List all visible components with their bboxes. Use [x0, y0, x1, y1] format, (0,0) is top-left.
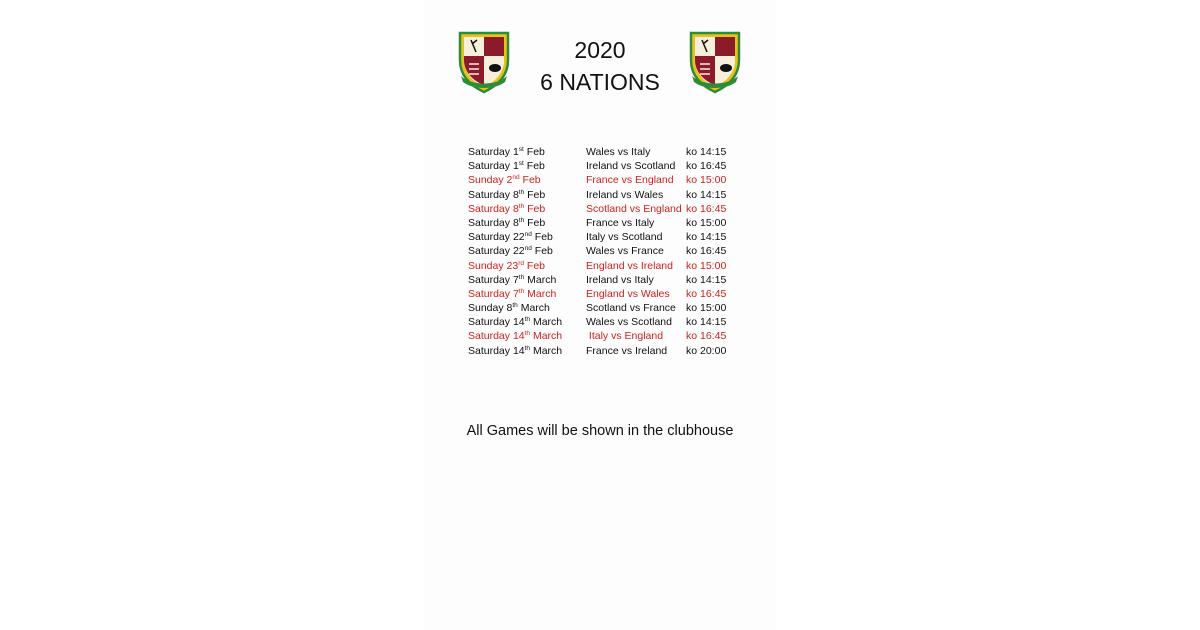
fixture-match: England vs Ireland	[586, 259, 673, 272]
fixture-date	[468, 329, 562, 343]
fixture-match: Scotland vs France	[586, 302, 676, 315]
fixture-date	[468, 287, 556, 301]
fixture-day: Sunday 23	[468, 259, 519, 272]
fixture-kickoff: ko 14:15	[686, 188, 727, 201]
fixture-date	[468, 273, 556, 287]
fixture-day: Saturday 1	[468, 160, 519, 173]
fixture-match: France vs England	[586, 174, 674, 187]
fixture-match: Ireland vs Italy	[586, 273, 654, 286]
fixture-row	[468, 259, 758, 273]
fixture-match: Italy vs England	[586, 330, 664, 343]
fixture-kickoff: ko 14:15	[686, 146, 727, 158]
fixture-match: Ireland vs Scotland	[586, 160, 676, 173]
fixture-month: March	[524, 287, 557, 300]
fixture-day: Saturday 1	[468, 146, 519, 158]
fixture-ordinal: th	[518, 287, 525, 295]
fixture-month: Feb	[531, 245, 553, 258]
fixture-ordinal: rd	[518, 259, 524, 267]
fixture-match: Italy vs Scotland	[586, 231, 663, 244]
fixture-date	[468, 259, 545, 273]
fixture-ordinal: th	[518, 216, 525, 224]
fixture-kickoff: ko 15:00	[686, 216, 727, 229]
fixture-row	[468, 188, 758, 202]
fixture-day: Sunday 8	[468, 302, 513, 315]
fixture-ordinal: nd	[524, 245, 532, 253]
fixture-ordinal: th	[524, 344, 531, 352]
fixture-kickoff: ko 16:45	[686, 202, 727, 215]
fixture-row	[468, 145, 758, 159]
fixture-row	[468, 230, 758, 244]
fixture-month: March	[530, 344, 563, 357]
fixture-date	[468, 145, 545, 159]
fixture-row	[468, 159, 758, 173]
fixture-month: March	[524, 273, 557, 286]
fixture-match: England vs Wales	[586, 287, 670, 300]
fixture-row	[468, 173, 758, 187]
fixture-kickoff: ko 16:45	[686, 330, 727, 343]
fixture-date	[468, 202, 545, 216]
fixture-match: Wales vs Scotland	[586, 316, 672, 329]
fixture-kickoff: ko 14:15	[686, 231, 727, 244]
fixture-ordinal: nd	[524, 231, 532, 239]
fixture-list	[468, 145, 758, 358]
fixture-ordinal: th	[512, 302, 518, 310]
fixture-match: Wales vs France	[586, 245, 664, 258]
fixture-date	[468, 315, 562, 329]
fixture-date	[468, 301, 550, 315]
fixture-kickoff: ko 20:00	[686, 344, 727, 357]
fixture-ordinal: th	[524, 330, 531, 338]
fixture-month: Feb	[524, 188, 546, 201]
fixture-month: March	[530, 330, 563, 343]
fixture-date	[468, 344, 562, 358]
fixture-month: Feb	[523, 160, 545, 173]
fixture-row	[468, 301, 758, 315]
fixture-month: Feb	[519, 174, 541, 187]
fixture-kickoff: ko 15:00	[686, 302, 727, 315]
fixture-ordinal: th	[518, 202, 525, 210]
fixture-kickoff: ko 16:45	[686, 287, 727, 300]
fixture-kickoff: ko 16:45	[686, 160, 727, 173]
fixture-month: March	[530, 316, 563, 329]
fixture-month: Feb	[524, 216, 546, 229]
fixture-day: Saturday 7	[468, 273, 519, 286]
footer-note: All Games will be shown in the clubhouse	[466, 423, 734, 439]
fixture-row	[468, 216, 758, 230]
fixture-kickoff: ko 16:45	[686, 245, 727, 258]
fixture-day: Saturday 8	[468, 188, 519, 201]
fixture-date	[468, 188, 545, 202]
fixture-kickoff: ko 15:00	[686, 174, 727, 187]
fixture-day: Saturday 14	[468, 344, 525, 357]
fixture-row	[468, 315, 758, 329]
fixture-month: March	[517, 302, 550, 315]
fixture-kickoff: ko 14:15	[686, 316, 727, 329]
fixture-day: Saturday 7	[468, 287, 519, 300]
fixture-month: Feb	[524, 259, 546, 272]
fixture-match: France vs Ireland	[586, 344, 668, 357]
fixture-row	[468, 329, 758, 343]
fixture-day: Saturday 8	[468, 216, 519, 229]
fixture-kickoff: ko 14:15	[686, 273, 727, 286]
fixture-ordinal: st	[518, 160, 524, 168]
fixture-match: Scotland vs England	[586, 202, 682, 215]
fixture-day: Saturday 14	[468, 330, 525, 343]
fixture-month: Feb	[523, 146, 545, 158]
fixture-match: France vs Italy	[586, 216, 655, 229]
fixture-month: Feb	[531, 231, 553, 244]
fixture-day: Saturday 22	[468, 231, 525, 244]
fixture-date	[468, 159, 545, 173]
fixture-ordinal: th	[524, 316, 531, 324]
fixture-date	[468, 230, 553, 244]
fixture-day: Saturday 8	[468, 202, 519, 215]
fixture-row	[468, 344, 758, 358]
title-year: 2020	[574, 37, 626, 63]
fixture-day: Saturday 22	[468, 245, 525, 258]
fixture-date	[468, 173, 541, 187]
fixture-day: Sunday 2	[468, 174, 513, 187]
fixture-ordinal: nd	[512, 174, 520, 182]
fixture-row	[468, 244, 758, 258]
fixture-match: Wales vs Italy	[586, 146, 651, 158]
fixture-row	[468, 273, 758, 287]
fixture-kickoff: ko 15:00	[686, 259, 727, 272]
fixture-ordinal: th	[518, 273, 525, 281]
fixture-ordinal: th	[518, 188, 525, 196]
page-title: 6 NATIONS	[540, 69, 660, 95]
fixture-day: Saturday 14	[468, 316, 525, 329]
fixture-date	[468, 216, 545, 230]
fixture-row	[468, 287, 758, 301]
fixture-month: Feb	[524, 202, 546, 215]
fixture-match: Ireland vs Wales	[586, 188, 664, 201]
fixture-ordinal: st	[518, 146, 524, 153]
fixture-date	[468, 244, 553, 258]
fixture-row	[468, 202, 758, 216]
